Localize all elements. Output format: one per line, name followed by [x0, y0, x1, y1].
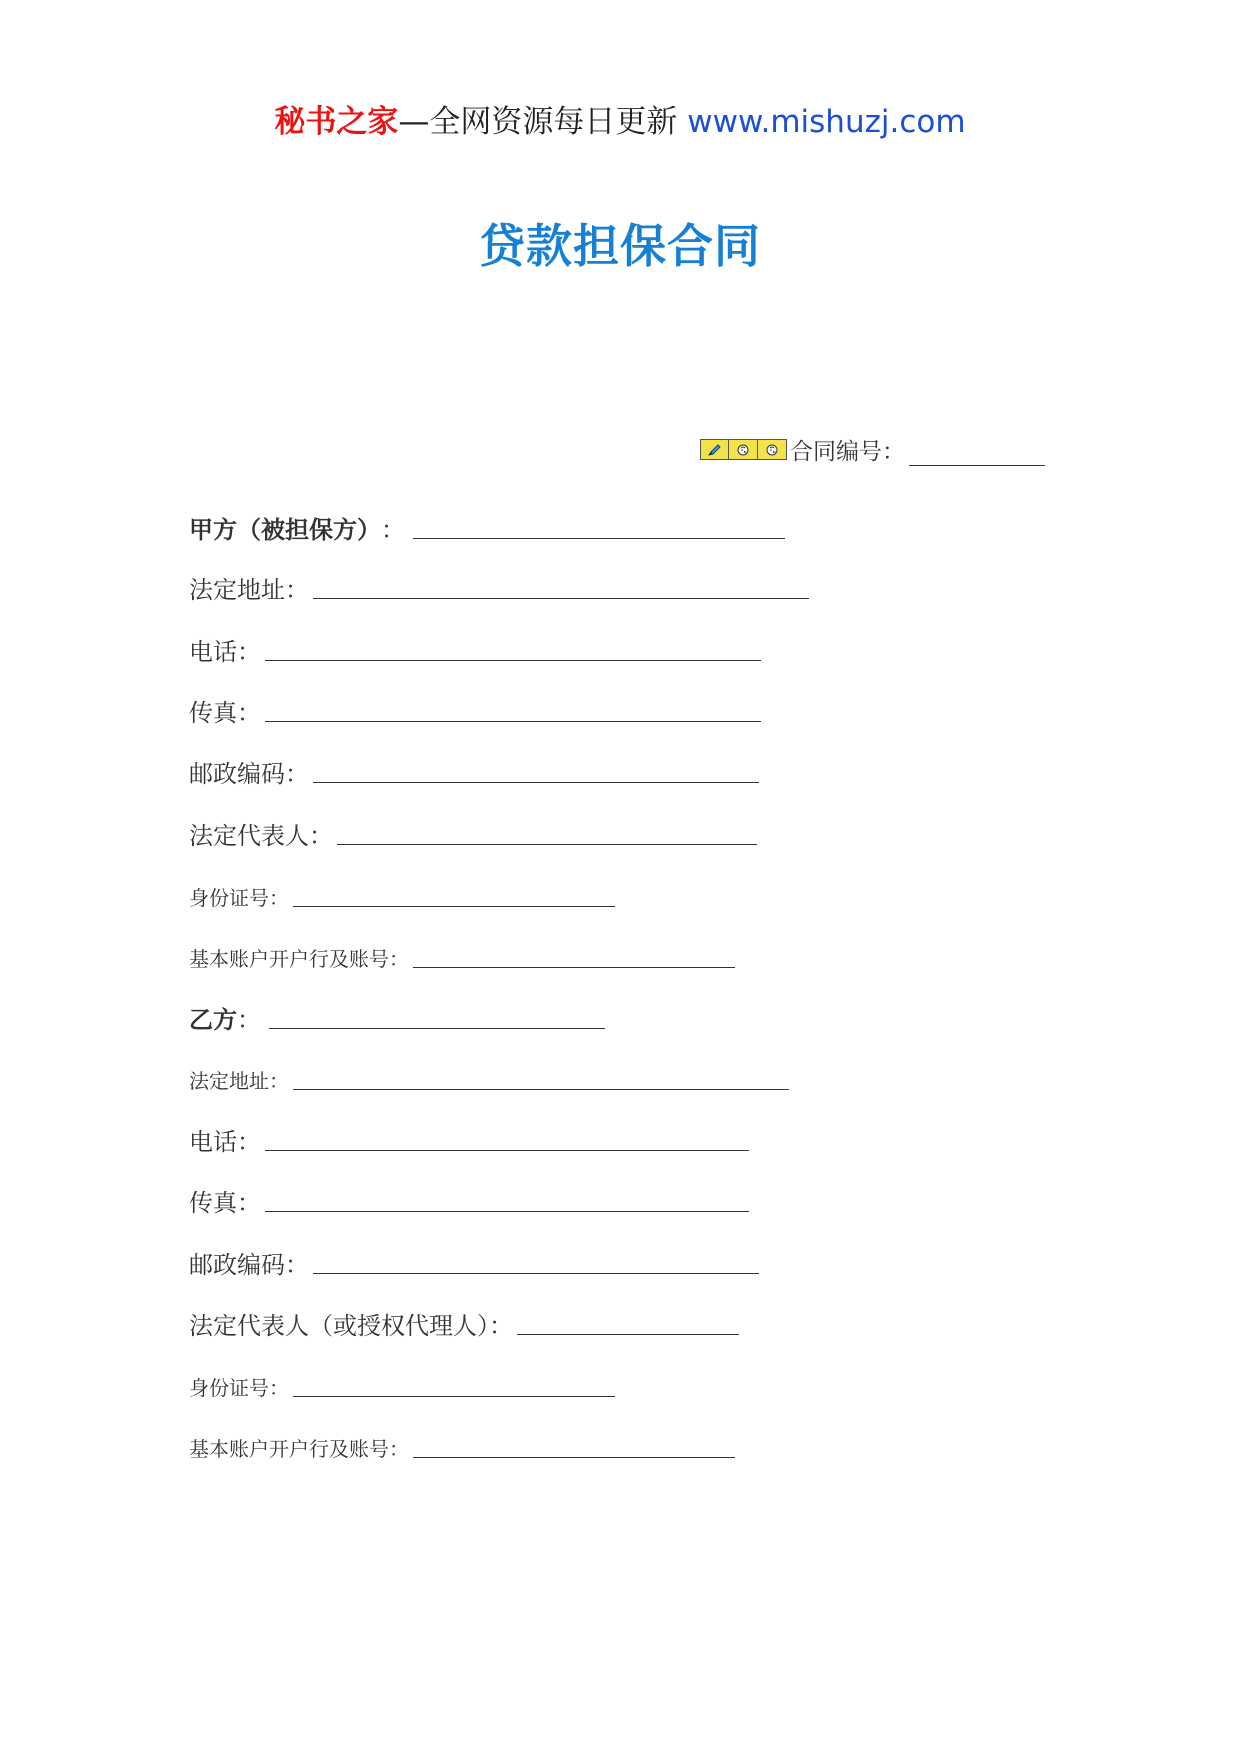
- contract-number-label: 合同编号：: [790, 439, 905, 465]
- party-b-address-label: 法定地址：: [189, 1069, 289, 1093]
- party-a-phone-blank[interactable]: [265, 640, 761, 661]
- party-b-fax-row: [189, 1178, 749, 1218]
- party-b-address-row: [189, 1056, 789, 1096]
- colon: ：: [237, 1006, 261, 1034]
- party-a-id-label: 身份证号：: [189, 886, 289, 910]
- party-b-postcode-label: 邮政编码：: [189, 1251, 309, 1279]
- party-b-name-label: 乙方: [189, 1005, 237, 1034]
- party-a-account-row: [189, 934, 735, 974]
- party-b-account-label: 基本账户开户行及账号：: [189, 1437, 409, 1461]
- icon-strip: [700, 439, 787, 460]
- pencil-icon: [700, 439, 729, 460]
- party-b-account-blank[interactable]: [413, 1437, 735, 1458]
- party-a-account-label: 基本账户开户行及账号：: [189, 947, 409, 971]
- party-a-fax-label: 传真：: [189, 699, 261, 727]
- document-title: 贷款担保合同: [479, 219, 761, 273]
- party-b-rep-row: [189, 1301, 739, 1341]
- party-b-postcode-row: [189, 1240, 759, 1280]
- colon: ：: [381, 516, 405, 544]
- chick-icon: [729, 439, 758, 460]
- party-a-name-row: [189, 505, 785, 545]
- party-a-rep-label: 法定代表人：: [189, 822, 333, 850]
- site-slogan: —全网资源每日更新: [398, 104, 678, 140]
- site-url-link[interactable]: www.mishuzj.com: [677, 104, 966, 140]
- contract-number-blank[interactable]: [909, 445, 1045, 466]
- party-b-fax-label: 传真：: [189, 1189, 261, 1217]
- party-a-postcode-label: 邮政编码：: [189, 760, 309, 788]
- party-a-name-blank[interactable]: [413, 518, 785, 539]
- party-a-id-row: [189, 873, 615, 913]
- chick-icon: [758, 439, 787, 460]
- party-a-address-row: [189, 565, 809, 605]
- party-b-rep-label: 法定代表人（或授权代理人）：: [189, 1312, 513, 1340]
- party-b-name-row: [189, 995, 605, 1035]
- party-a-postcode-blank[interactable]: [313, 762, 759, 783]
- party-a-postcode-row: [189, 749, 759, 789]
- party-a-id-blank[interactable]: [293, 886, 615, 907]
- party-a-fax-blank[interactable]: [265, 701, 761, 722]
- party-b-id-row: [189, 1363, 615, 1403]
- party-b-id-blank[interactable]: [293, 1376, 615, 1397]
- party-b-phone-row: [189, 1117, 749, 1157]
- party-a-account-blank[interactable]: [413, 947, 735, 968]
- party-a-phone-label: 电话：: [189, 638, 261, 666]
- site-header: [0, 100, 1240, 144]
- party-b-id-label: 身份证号：: [189, 1376, 289, 1400]
- party-b-account-row: [189, 1424, 735, 1464]
- party-a-rep-row: [189, 811, 757, 851]
- party-b-fax-blank[interactable]: [265, 1191, 749, 1212]
- party-b-postcode-blank[interactable]: [313, 1253, 759, 1274]
- party-a-address-blank[interactable]: [313, 578, 809, 599]
- party-b-phone-label: 电话：: [189, 1128, 261, 1156]
- party-b-name-blank[interactable]: [269, 1008, 605, 1029]
- party-a-phone-row: [189, 627, 761, 667]
- party-a-name-label: 甲方（被担保方）: [189, 515, 381, 544]
- party-a-rep-blank[interactable]: [337, 824, 757, 845]
- party-b-address-blank[interactable]: [293, 1069, 789, 1090]
- contract-number-row: [700, 430, 1045, 466]
- site-brand: 秘书之家: [274, 104, 399, 140]
- party-a-address-label: 法定地址：: [189, 576, 309, 604]
- party-a-fax-row: [189, 688, 761, 728]
- party-b-rep-blank[interactable]: [517, 1314, 739, 1335]
- party-b-phone-blank[interactable]: [265, 1130, 749, 1151]
